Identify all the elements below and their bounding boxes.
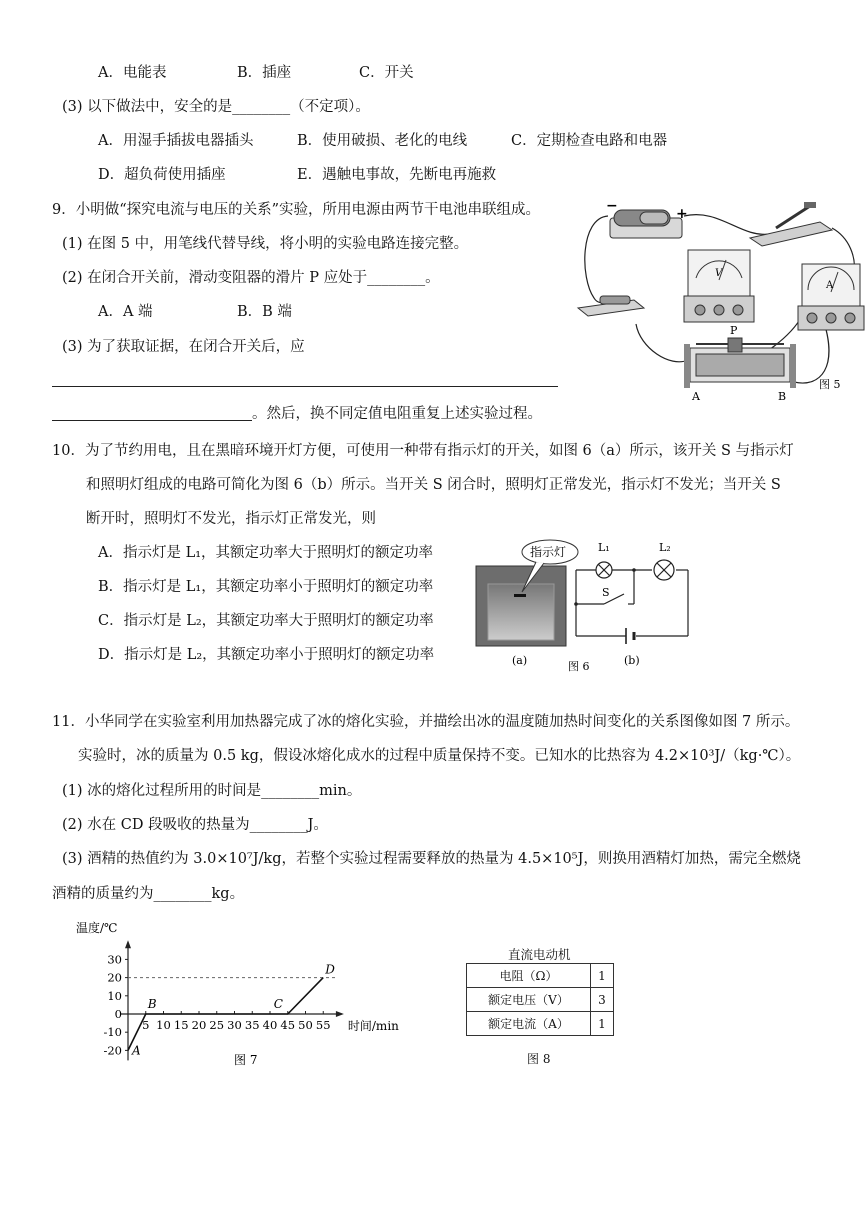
x-tick-label: 45 <box>280 1018 296 1032</box>
q9-part3: (3) 为了获取证据，在闭合开关后，应 <box>62 339 305 355</box>
terminal-a-label: A <box>692 390 700 403</box>
x-tick-label: 15 <box>173 1018 189 1032</box>
row-value: 1 <box>590 964 613 988</box>
q8-p3-option-d: D．超负荷使用插座 <box>98 167 226 183</box>
answer-blank-line <box>52 420 252 421</box>
terminal-b-label: B <box>778 390 787 403</box>
battery-icon <box>610 210 682 238</box>
point-label: B <box>147 997 157 1011</box>
ammeter-icon <box>798 264 864 330</box>
y-tick-label: 10 <box>107 988 122 1003</box>
x-tick-label: 40 <box>262 1018 278 1032</box>
y-axis-arrow <box>125 940 131 948</box>
figure-6-switch-and-circuit <box>470 536 700 674</box>
q8-p3-option-c: C．定期检查电路和电器 <box>511 133 668 149</box>
point-label: C <box>273 997 283 1011</box>
row-label: 额定电压（V） <box>467 988 591 1012</box>
circuit-schematic <box>576 570 688 644</box>
lamp-l1-icon <box>596 562 612 578</box>
x-tick-label: 10 <box>156 1018 171 1032</box>
figure-7-temperature-time-chart <box>72 916 422 1076</box>
q10-option-a: A．指示灯是 L₁，其额定功率大于照明灯的额定功率 <box>98 545 434 561</box>
rheostat-icon <box>684 338 796 388</box>
slider-p-label: P <box>730 324 738 337</box>
q10-option-b: B．指示灯是 L₁，其额定功率小于照明灯的额定功率 <box>98 579 434 595</box>
x-tick-label: 30 <box>227 1018 242 1032</box>
x-axis-arrow <box>336 1011 344 1017</box>
x-tick-label: 25 <box>209 1018 225 1032</box>
x-tick-label: 50 <box>298 1018 313 1032</box>
q10-line1: 10．为了节约用电，且在黑暗环境开灯方便，可使用一种带有指示灯的开关，如图 6（a）所示，该开关 S 与指示灯 <box>52 443 794 459</box>
wire <box>636 324 688 362</box>
figure-8-caption: 图 8 <box>527 1052 551 1066</box>
q10-option-d: D．指示灯是 L₂，其额定功率小于照明灯的额定功率 <box>98 647 435 663</box>
row-label: 电阻（Ω） <box>467 964 591 988</box>
q9-part2: (2) 在闭合开关前，滑动变阻器的滑片 P 应处于________。 <box>62 270 440 286</box>
table-8-title: 直流电动机 <box>508 947 571 962</box>
q8-option-c: C．开关 <box>359 65 414 81</box>
y-tick-label: -20 <box>103 1043 122 1058</box>
battery-plus-label: + <box>676 206 688 222</box>
y-tick-label: 0 <box>114 1007 122 1021</box>
switch-rocker <box>488 584 554 640</box>
x-tick-label: 20 <box>191 1018 207 1032</box>
q11-part2: (2) 水在 CD 段吸收的热量为________J。 <box>62 817 328 833</box>
lamp-l2-label: L₂ <box>659 541 671 554</box>
switch-s-label: S <box>602 586 610 599</box>
figure-5-caption: 图 5 <box>819 378 841 391</box>
y-axis-title: 温度/℃ <box>76 921 118 935</box>
figure-6b-label: (b) <box>624 654 640 667</box>
y-tick-label: -10 <box>103 1025 122 1040</box>
q11-part3b: 酒精的质量约为________kg。 <box>52 886 245 902</box>
row-value: 3 <box>590 988 613 1012</box>
table-row <box>467 1012 614 1036</box>
junction-dot <box>632 568 636 572</box>
y-tick-label: 30 <box>107 952 122 967</box>
q8-option-b: B．插座 <box>237 65 292 81</box>
voltmeter-label: V <box>715 268 723 279</box>
indicator-lamp <box>514 594 526 597</box>
q10-option-c: C．指示灯是 L₂，其额定功率大于照明灯的额定功率 <box>98 613 434 629</box>
q8-part3: (3) 以下做法中，安全的是________（不定项）。 <box>62 99 370 115</box>
q9-option-a: A．A 端 <box>98 304 153 320</box>
figure-6a-label: (a) <box>512 654 528 667</box>
x-tick-label: 55 <box>315 1018 331 1032</box>
q11-part1: (1) 冰的熔化过程所用的时间是________min。 <box>62 783 362 799</box>
table-row <box>467 988 614 1012</box>
junction-dot <box>574 602 578 606</box>
x-axis-title: 时间/min <box>347 1019 399 1033</box>
indicator-callout-label: 指示灯 <box>530 545 567 559</box>
x-tick-label: 5 <box>142 1018 150 1032</box>
battery-minus-label: − <box>606 198 618 214</box>
figure-7-caption: 图 7 <box>234 1053 258 1067</box>
voltmeter-icon <box>684 250 754 322</box>
q9-option-b: B．B 端 <box>237 304 292 320</box>
lamp-l1-label: L₁ <box>598 541 610 554</box>
q8-p3-option-a: A．用湿手插拔电器插头 <box>98 133 254 149</box>
row-value: 1 <box>590 1012 613 1036</box>
q10-line3: 断开时，照明灯不发光，指示灯正常发光，则 <box>86 511 376 527</box>
q8-option-a: A．电能表 <box>98 65 167 81</box>
figure-5-circuit-apparatus <box>570 198 866 406</box>
lamp-l2-icon <box>654 560 674 580</box>
q9-stem: 9．小明做“探究电流与电压的关系”实验，所用电源由两节干电池串联组成。 <box>52 202 541 218</box>
motor-spec-table <box>466 963 614 1036</box>
table-row <box>467 964 614 988</box>
q9-part1: (1) 在图 5 中，用笔线代替导线，将小明的实验电路连接完整。 <box>62 236 469 252</box>
point-label: A <box>132 1043 141 1058</box>
row-label: 额定电流（A） <box>467 1012 591 1036</box>
q9-part3-tail: 。然后，换不同定值电阻重复上述实验过程。 <box>252 406 542 422</box>
q11-line1: 11．小华同学在实验室利用加热器完成了冰的熔化实验，并描绘出冰的温度随加热时间变化的关系图像如图 7 所示。 <box>52 714 800 730</box>
wire <box>684 215 770 235</box>
x-tick-label: 35 <box>244 1018 260 1032</box>
figure-6-caption: 图 6 <box>568 660 590 673</box>
y-tick-label: 20 <box>107 970 122 985</box>
q8-p3-option-b: B．使用破损、老化的电线 <box>297 133 468 149</box>
answer-blank-line <box>52 386 558 387</box>
ammeter-label: A <box>826 280 834 291</box>
knife-switch-icon <box>750 202 832 246</box>
q8-p3-option-e: E．遇触电事故，先断电再施救 <box>297 167 497 183</box>
fixed-resistor-icon <box>578 296 644 316</box>
q10-line2: 和照明灯组成的电路可简化为图 6（b）所示。当开关 S 闭合时，照明灯正常发光，指示灯不发光；当开关 S <box>86 477 781 493</box>
point-label: D <box>325 962 335 977</box>
q11-line2: 实验时，冰的质量为 0.5 kg，假设冰熔化成水的过程中质量保持不变。已知水的比热容为 4.2×10³J/（kg·℃）。 <box>78 748 801 764</box>
q11-part3: (3) 酒精的热值约为 3.0×10⁷J/kg，若整个实验过程需要释放的热量为 4.5×10⁵J，则换用酒精灯加热，需完全燃烧 <box>62 851 801 867</box>
